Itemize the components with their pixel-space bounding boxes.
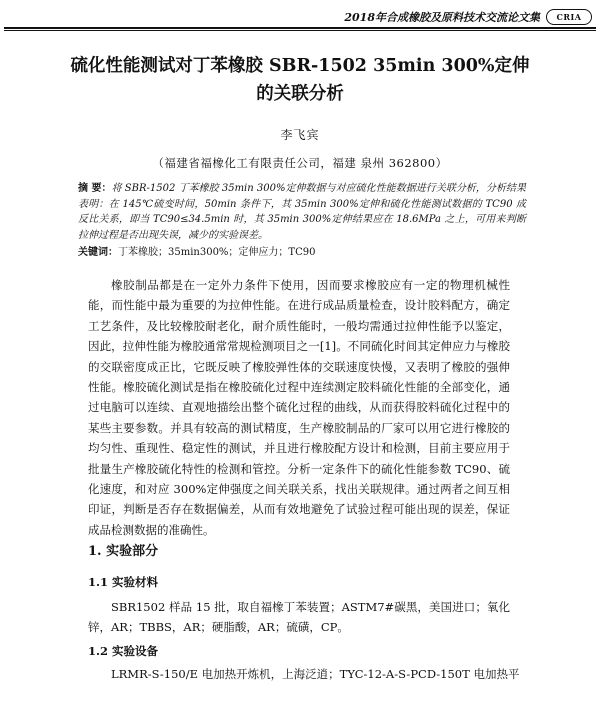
materials-paragraph: SBR1502 样品 15 批，取自福橡丁苯装置；ASTM7#碳黑，美国进口；氧化锌，AR；TBBS，AR；硬脂酸，AR；硫磺，CP。: [88, 600, 510, 635]
header-rule: [4, 27, 596, 31]
abstract-label: 摘 要：: [78, 183, 112, 194]
subsection-heading-materials: 1.1 实验材料: [88, 575, 159, 589]
abstract: [78, 181, 526, 243]
title-line-2: 的关联分析: [256, 84, 344, 104]
keywords-label: 关键词：: [78, 247, 118, 258]
keywords: [78, 245, 526, 260]
title-line-1: 硫化性能测试对丁苯橡胶 SBR-1502 35min 300%定伸: [70, 56, 530, 76]
section-heading-experiment: 1. 实验部分: [88, 544, 159, 559]
logo-text: CRIA: [556, 12, 582, 22]
running-header: [230, 6, 592, 28]
author: 李飞宾: [280, 128, 320, 142]
subsection-heading-equipment: 1.2 实验设备: [88, 644, 159, 658]
equipment-paragraph: LRMR-S-150/E 电加热开炼机，上海泛逍；TYC-12-A-S-PCD-150T 电加热平: [111, 667, 520, 681]
affiliation: （福建省福橡化工有限责任公司，福建 泉州 362800）: [152, 156, 448, 170]
cria-logo-icon: [546, 9, 592, 25]
intro-paragraph: 橡胶制品都是在一定外力条件下使用，因而要求橡胶应有一定的物理机械性能，而性能中最为重要的为拉伸性能。在进行成品质量检查，设计胶料配方，确定工艺条件，及比较橡胶耐老化，耐介质性能时，一般均需通过拉伸性能予以鉴定，因此，拉伸性能为橡胶通常常规检测项目之一[1]。不同硫化时间其定伸应力与橡胶的交联密度成正比，它既反映了橡胶弹性体的交联速度快慢，又表明了橡胶的强伸性能。橡胶硫化测试是指在橡胶硫化过程中连续测定胶料硫化性能的全部变化，通过电脑可以连续、直观地描绘出整个硫化过程的曲线，从而获得胶料硫化过程中的某些主要参数。并具有较高的测试精度，生产橡胶制品的厂家可以用它进行橡胶的均匀性、重现性、稳定性的测试，并且进行橡胶配方设计和检测，目前主要应用于批量生产橡胶硫化特性的检测和管控。分析一定条件下的硫化性能参数 TC90、硫化速度，和对应 300%定伸强度之间关联关系，找出关联规律。通过两者之间互相印证，判断是否存在数据偏差，从而有效地避免了试验过程可能出现的误差，保证成品检测数据的准确性。: [88, 278, 510, 537]
abstract-text: 将 SBR-1502 丁苯橡胶 35min 300%定伸数据与对应硫化性能数据进行关联分析，分析结果表明：在 145℃硫变时间，50min 条件下，其 35min 300%定伸和硫化性能测试数据的 TC90 成反比关系，即当 TC90≤34.5min 时，其 35min 300%定伸结果应在 18.6MPa 之上，可用来判断拉伸过程是否出现失误，减少的实验误差。: [78, 183, 526, 241]
paper-title: [40, 52, 560, 108]
running-header-text: 2018年合成橡胶及原料技术交流论文集: [344, 11, 540, 24]
keywords-text: 丁苯橡胶；35min300%；定伸应力；TC90: [118, 247, 316, 258]
